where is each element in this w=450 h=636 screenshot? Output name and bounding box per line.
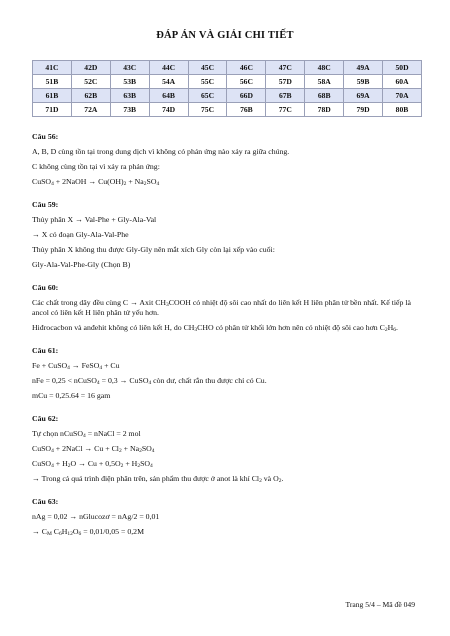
answer-cell: 41C: [33, 61, 72, 75]
answer-cell: 51B: [33, 75, 72, 89]
answer-cell: 71D: [33, 103, 72, 117]
question-block: [32, 497, 424, 537]
answer-cell: 80B: [383, 103, 422, 117]
question-block: [32, 346, 424, 401]
answer-cell: 46C: [227, 61, 266, 75]
answer-cell: 49A: [344, 61, 383, 75]
solution-line: Thủy phân X không thu được Gly-Gly nên mắt xích Gly còn lại xếp vào cuối:: [32, 245, 275, 254]
answer-cell: 69A: [344, 89, 383, 103]
question-title: Câu 56:: [32, 132, 59, 141]
solution-line: Hiđrocacbon và anđehit không có liên kết H, do $CH_3CHO$ có phân tử khối lớn hơn nên có nhiệt độ sôi cao hơn $C_2H_6$.: [32, 323, 398, 333]
question-title: Câu 62:: [32, 414, 59, 423]
solution-line: Tự chọn nCuSO$_4$ = nNaCl = 2 mol: [32, 429, 141, 439]
question-block: [32, 414, 424, 484]
solution-line: C không cùng tồn tại vì xảy ra phản ứng:: [32, 162, 160, 171]
answer-row: [33, 61, 422, 75]
answer-cell: 66D: [227, 89, 266, 103]
answer-cell: 50D: [383, 61, 422, 75]
answer-cell: 61B: [33, 89, 72, 103]
answer-cell: 73B: [110, 103, 149, 117]
answer-cell: 74D: [149, 103, 188, 117]
answer-cell: 78D: [305, 103, 344, 117]
solution-line: A, B, D cùng tồn tại trong dung dịch vì không có phản ứng nào xảy ra giữa chúng.: [32, 147, 290, 156]
page-footer: Trang 5/4 – Mã đề 049: [345, 600, 415, 609]
answer-cell: 70A: [383, 89, 422, 103]
answer-cell: 45C: [188, 61, 227, 75]
answer-cell: 58A: [305, 75, 344, 89]
solution-line: Gly-Ala-Val-Phe-Gly (Chọn B): [32, 260, 131, 269]
answer-cell: 79D: [344, 103, 383, 117]
solution-line: → Trong cả quá trình điện phân trên, sản phẩm thu được ở anot là khí $Cl_2$ và $O_2$.: [32, 474, 284, 484]
answer-cell: 44C: [149, 61, 188, 75]
question-title: Câu 60:: [32, 283, 59, 292]
answer-row: [33, 89, 422, 103]
answer-cell: 75C: [188, 103, 227, 117]
solution-line: CuSO$_4$ + 2NaCl → $Cu + Cl_2 + Na_2SO_4$: [32, 444, 155, 454]
solution-line: Fe + CuSO$_4$ → FeSO$_4$ + Cu: [32, 361, 120, 371]
answer-cell: 76B: [227, 103, 266, 117]
answer-cell: 47C: [266, 61, 305, 75]
answer-cell: 67B: [266, 89, 305, 103]
answer-row: [33, 75, 422, 89]
solution-line: mCu = 0,25.64 = 16 gam: [32, 391, 111, 400]
answer-cell: 56C: [227, 75, 266, 89]
answer-cell: 68B: [305, 89, 344, 103]
answer-cell: 65C: [188, 89, 227, 103]
answer-cell: 60A: [383, 75, 422, 89]
answer-table: [32, 60, 422, 117]
answer-cell: 62B: [71, 89, 110, 103]
answer-cell: 57D: [266, 75, 305, 89]
question-title: Câu 63:: [32, 497, 59, 506]
solution-line: → X có đoạn Gly-Ala-Val-Phe: [32, 230, 129, 239]
solution-line: CuSO$_4$ + $H_2O \to Cu + 0,5O_2 + H_2SO_4$: [32, 459, 153, 469]
answer-row: [33, 103, 422, 117]
question-block: [32, 200, 424, 270]
answer-cell: 48C: [305, 61, 344, 75]
answer-cell: 52C: [71, 75, 110, 89]
answer-cell: 77C: [266, 103, 305, 117]
answer-cell: 53B: [110, 75, 149, 89]
solution-line: Thủy phân X → Val-Phe + Gly-Ala-Val: [32, 215, 157, 224]
answer-cell: 54A: [149, 75, 188, 89]
question-title: Câu 59:: [32, 200, 59, 209]
answer-cell: 55C: [188, 75, 227, 89]
solution-line: CuSO$_4$ + 2NaOH → $Cu(OH)_2 + Na_2SO_4$: [32, 177, 160, 187]
answer-cell: 72A: [71, 103, 110, 117]
solutions-content: [32, 132, 424, 550]
solution-line: → $C_M$ $C_6H_{12}O_6 = 0,01/0,05 = 0,2M$: [32, 527, 145, 537]
solution-line: Các chất trong dãy đều cùng C → Axit $CH_3COOH$ có nhiệt độ sôi cao nhất do liên kết H liên phân tử bền nhất. Kế tiếp là ancol có liên kết H liên phân tử yếu hơn.: [32, 298, 411, 317]
answer-cell: 64B: [149, 89, 188, 103]
answer-cell: 59B: [344, 75, 383, 89]
question-block: [32, 132, 424, 187]
answer-cell: 63B: [110, 89, 149, 103]
solution-line: nFe = 0,25 < nCuSO$_4$ = 0,3 → CuSO$_4$ còn dư, chất rắn thu được chỉ có Cu.: [32, 376, 267, 386]
question-block: [32, 283, 424, 333]
answer-cell: 42D: [71, 61, 110, 75]
solution-line: nAg = 0,02 → nGlucozơ = nAg/2 = 0,01: [32, 512, 160, 521]
page-title: ĐÁP ÁN VÀ GIẢI CHI TIẾT: [156, 30, 294, 41]
question-title: Câu 61:: [32, 346, 59, 355]
answer-cell: 43C: [110, 61, 149, 75]
